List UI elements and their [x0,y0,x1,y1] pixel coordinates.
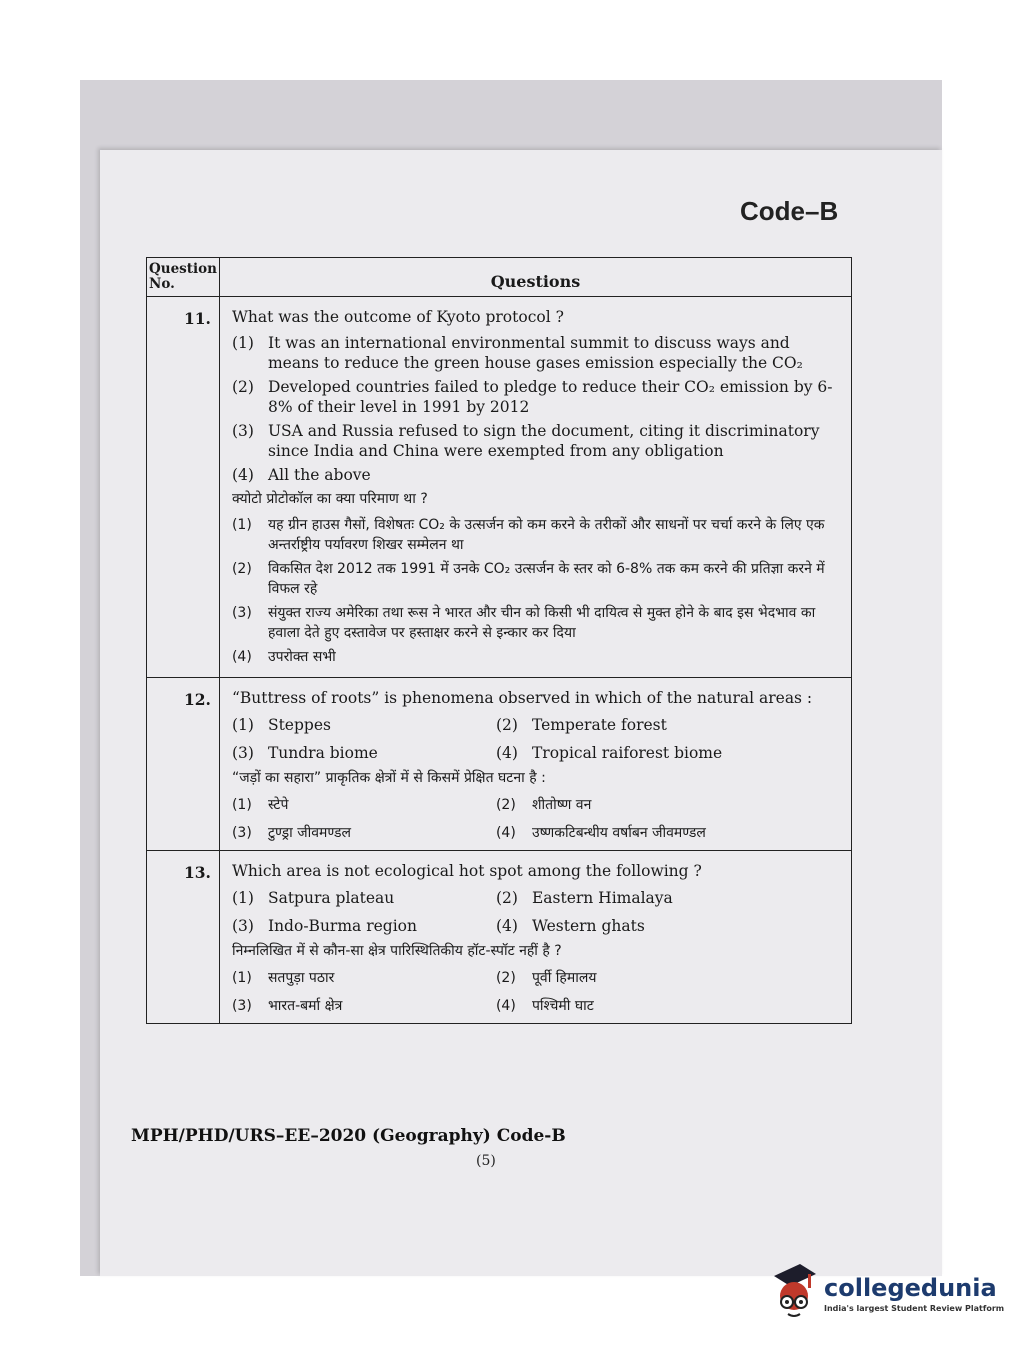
option-en: (3) USA and Russia refused to sign the document, citing it discriminatory since India and China were exempted from any obligation [231,422,820,460]
question-stem-hi: “जड़ों का सहारा” प्राकृतिक क्षेत्रों में से किसमें प्रेक्षित घटना है : [231,770,546,786]
option-en: (1) Satpura plateau [231,889,395,907]
option-hi: (1) सतपुड़ा पठार [231,970,335,986]
question-row [147,297,852,678]
option-en: (2) Eastern Himalaya [495,889,673,907]
option-en: (1) It was an international environmental summit to discuss ways and means to reduce the green house gases emission especially the CO₂ [231,334,803,372]
options-grid-hi [232,967,845,1017]
option-en: (4) All the above [231,466,371,484]
question-stem-en: “Buttress of roots” is phenomena observed in which of the natural areas : [231,689,813,707]
question-body [219,678,851,851]
option-hi: (3) भारत-बर्मा क्षेत्र [231,998,343,1014]
option-en: (4) Tropical raiforest biome [495,744,723,762]
option-en: (2) Developed countries failed to pledge to reduce their CO₂ emission by 6-8% of their level in 1991 by 2012 [231,378,833,416]
question-number: 11. [147,297,220,678]
graduate-mascot-icon [770,1262,818,1324]
brand-tagline: India's largest Student Review Platform [824,1303,1005,1313]
question-stem-hi: क्योटो प्रोटोकॉल का क्या परिमाण था ? [231,491,428,507]
options-grid-en [232,714,845,764]
question-row [147,851,852,1024]
options-grid-hi [232,794,845,844]
option-en: (2) Temperate forest [495,716,667,734]
question-stem-en: Which area is not ecological hot spot among the following ? [231,862,702,880]
option-hi: (4) उपरोक्त सभी [231,649,336,665]
brand-watermark[interactable] [770,1262,1004,1324]
brand-name: collegedunia [824,1273,997,1302]
option-hi: (2) पूर्वी हिमालय [495,970,597,986]
code-label: Code–B [740,196,839,226]
option-en: (4) Western ghats [495,917,645,935]
column-header-question-no: Question No. [147,258,220,297]
question-stem-hi: निम्नलिखित में से कौन-सा क्षेत्र पारिस्थितिकीय हॉट-स्पॉट नहीं है ? [231,943,562,959]
exam-footer: MPH/PHD/URS–EE–2020 (Geography) Code-B [131,1126,566,1146]
question-body [219,851,851,1024]
option-hi: (3) संयुक्त राज्य अमेरिका तथा रूस ने भारत और चीन को किसी भी दायित्व से मुक्त होने के बाद इस भेदभाव का हवाला देते हुए दस्तावेज पर हस्ताक्षर करने से इन्कार कर दिया [231,605,816,641]
question-table [146,257,852,1024]
question-number: 12. [147,678,220,851]
option-hi: (2) विकसित देश 2012 तक 1991 में उनके CO₂ उत्सर्जन के स्तर को 6-8% तक कम करने की प्रतिज्ञा करने में विफल रहे [231,561,825,597]
option-en: (3) Tundra biome [231,744,378,762]
option-hi: (3) टुण्ड्रा जीवमण्डल [231,825,352,841]
page-number: (5) [476,1153,496,1169]
option-en: (1) Steppes [231,716,331,734]
column-header-questions: Questions [219,258,851,297]
question-body [219,297,851,678]
option-hi: (2) शीतोष्ण वन [495,797,592,813]
option-hi: (4) पश्चिमी घाट [495,998,594,1014]
option-en: (3) Indo-Burma region [231,917,417,935]
option-hi: (1) स्टेपे [231,797,289,813]
option-hi: (4) उष्णकटिबन्धीय वर्षाबन जीवमण्डल [495,825,706,841]
options-grid-en [232,887,845,937]
option-hi: (1) यह ग्रीन हाउस गैसों, विशेषतः CO₂ के उत्सर्जन को कम करने के तरीकों और साधनों पर चर्चा करने के लिए एक अन्तर्राष्ट्रीय पर्यावरण शिखर सम्मेलन था [231,517,825,553]
question-row [147,678,852,851]
question-number: 13. [147,851,220,1024]
question-stem-en: What was the outcome of Kyoto protocol ? [231,308,564,326]
